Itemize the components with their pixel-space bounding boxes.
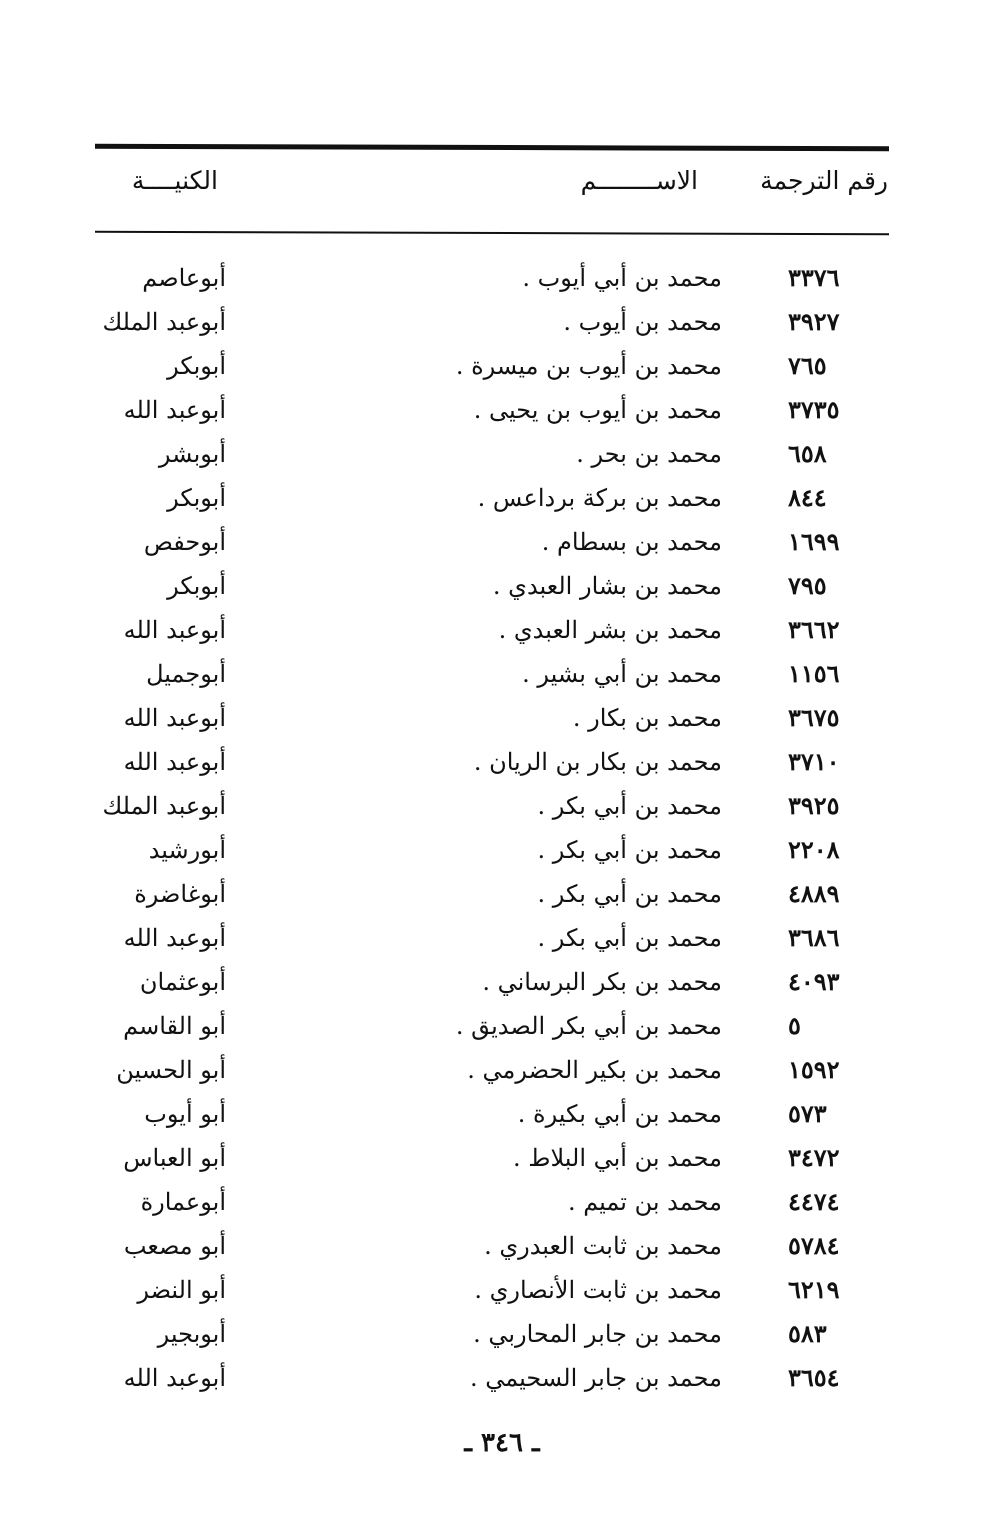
table-row <box>0 1314 1004 1358</box>
table-row <box>0 1050 1004 1094</box>
entry-name: محمد بن أبي أيوب . <box>522 264 722 292</box>
entry-number: ٣٤٧٢ <box>788 1143 840 1172</box>
entry-name: محمد بن بكار . <box>572 704 722 732</box>
entry-kunya: أبو القاسم <box>123 1012 226 1040</box>
entry-number: ٦٢١٩ <box>788 1275 840 1304</box>
entry-kunya: أبوحفص <box>143 528 226 556</box>
table-row <box>0 962 1004 1006</box>
entry-number: ٥ <box>788 1011 801 1040</box>
entry-kunya: أبوعبد الله <box>123 616 226 644</box>
table-row <box>0 874 1004 918</box>
entry-kunya: أبوبكر <box>167 484 226 512</box>
entry-kunya: أبوعبد الله <box>123 396 226 424</box>
entry-number: ٣٦٥٤ <box>788 1363 840 1392</box>
entry-number: ٦٥٨ <box>788 439 827 468</box>
entry-kunya: أبوعمارة <box>140 1188 226 1216</box>
table-row <box>0 830 1004 874</box>
table-row <box>0 786 1004 830</box>
entry-kunya: أبو الحسين <box>116 1056 226 1084</box>
entry-kunya: أبوعبد الله <box>123 1364 226 1392</box>
entry-kunya: أبو أيوب <box>144 1100 226 1128</box>
entry-name: محمد بن أبي بكر . <box>537 792 722 820</box>
entry-number: ٤٤٧٤ <box>788 1187 840 1216</box>
header-name: الاســــــــم <box>580 166 698 195</box>
table-row <box>0 610 1004 654</box>
page-number: ـ ٣٤٦ ـ <box>464 1428 540 1458</box>
entry-name: محمد بن أبي بكر . <box>537 880 722 908</box>
entry-kunya: أبوبجير <box>157 1320 226 1348</box>
entry-number: ٣٧٣٥ <box>788 395 840 424</box>
entry-name: محمد بن جابر السحيمي . <box>470 1364 722 1392</box>
entry-kunya: أبو العباس <box>123 1144 226 1172</box>
entry-kunya: أبو النضر <box>137 1276 226 1304</box>
table-row <box>0 1270 1004 1314</box>
entry-name: محمد بن ثابت العبدري . <box>484 1232 722 1260</box>
entry-name: محمد بن بكير الحضرمي . <box>467 1056 722 1084</box>
table-row <box>0 258 1004 302</box>
table-row <box>0 566 1004 610</box>
entry-name: محمد بن أيوب . <box>563 308 722 336</box>
table-row <box>0 390 1004 434</box>
table-row <box>0 1182 1004 1226</box>
entry-kunya: أبوعبد الملك <box>102 792 226 820</box>
entry-number: ٤٠٩٣ <box>788 967 840 996</box>
entry-name: محمد بن أيوب بن ميسرة . <box>455 352 722 380</box>
entry-kunya: أبو مصعب <box>123 1232 226 1260</box>
table-row <box>0 1226 1004 1270</box>
table-row <box>0 1358 1004 1402</box>
entry-name: محمد بن جابر المحاربي . <box>473 1320 722 1348</box>
entry-number: ٨٤٤ <box>788 483 827 512</box>
entry-number: ٥٧٣ <box>788 1099 827 1128</box>
entry-number: ٣٣٧٦ <box>788 263 840 292</box>
entry-name: محمد بن بكر البرساني . <box>482 968 722 996</box>
table-row <box>0 302 1004 346</box>
entry-name: محمد بن أبي بكيرة . <box>517 1100 722 1128</box>
table-row <box>0 522 1004 566</box>
entry-number: ١١٥٦ <box>788 659 840 688</box>
entry-kunya: أبوعاصم <box>142 264 226 292</box>
table-row <box>0 742 1004 786</box>
entry-kunya: أبوبكر <box>167 572 226 600</box>
entry-kunya: أبوعبد الله <box>123 748 226 776</box>
entry-number: ١٦٩٩ <box>788 527 840 556</box>
entry-name: محمد بن أبي بكر . <box>537 836 722 864</box>
entry-name: محمد بن أبي بشير . <box>522 660 722 688</box>
table-row <box>0 1138 1004 1182</box>
entry-kunya: أبوبكر <box>167 352 226 380</box>
entry-number: ٤٨٨٩ <box>788 879 840 908</box>
entry-name: محمد بن أبي بكر . <box>537 924 722 952</box>
table-row <box>0 478 1004 522</box>
entry-name: محمد بن بشر العبدي . <box>498 616 722 644</box>
top-rule <box>95 144 889 151</box>
entry-name: محمد بن أيوب بن يحيى . <box>473 396 722 424</box>
entry-number: ٣٦٦٢ <box>788 615 840 644</box>
entry-number: ٧٦٥ <box>788 351 827 380</box>
header-number: رقم الترجمة <box>760 166 888 195</box>
entry-name: محمد بن بشار العبدي . <box>492 572 722 600</box>
table-row <box>0 434 1004 478</box>
entry-number: ١٥٩٢ <box>788 1055 840 1084</box>
header-rule <box>95 231 889 235</box>
entry-name: محمد بن أبي بكر الصديق . <box>455 1012 722 1040</box>
entry-name: محمد بن أبي البلاط . <box>512 1144 722 1172</box>
entry-name: محمد بن بركة برداعس . <box>477 484 722 512</box>
table-row <box>0 654 1004 698</box>
entry-number: ٥٧٨٤ <box>788 1231 840 1260</box>
entry-kunya: أبوعبد الله <box>123 924 226 952</box>
table-row <box>0 1006 1004 1050</box>
table-row <box>0 346 1004 390</box>
entry-name: محمد بن بكار بن الريان . <box>473 748 722 776</box>
entry-kunya: أبوبشر <box>158 440 226 468</box>
entry-kunya: أبوجميل <box>146 660 226 688</box>
entry-name: محمد بن ثابت الأنصاري . <box>474 1276 722 1304</box>
entries-table <box>0 258 1004 1402</box>
entry-number: ٣٧١٠ <box>788 747 840 776</box>
entry-number: ٥٨٣ <box>788 1319 827 1348</box>
table-row <box>0 698 1004 742</box>
table-row <box>0 1094 1004 1138</box>
entry-number: ٢٢٠٨ <box>788 835 840 864</box>
entry-kunya: أبوغاضرة <box>134 880 226 908</box>
entry-kunya: أبورشيد <box>148 836 226 864</box>
entry-number: ٣٦٨٦ <box>788 923 840 952</box>
entry-kunya: أبوعبد الله <box>123 704 226 732</box>
entry-kunya: أبوعبد الملك <box>102 308 226 336</box>
entry-name: محمد بن بسطام . <box>541 528 722 556</box>
entry-name: محمد بن بحر . <box>576 440 722 468</box>
entry-number: ٣٦٧٥ <box>788 703 840 732</box>
entry-number: ٧٩٥ <box>788 571 827 600</box>
header-kunya: الكنيــــة <box>131 166 218 195</box>
table-row <box>0 918 1004 962</box>
entry-kunya: أبوعثمان <box>139 968 226 996</box>
entry-number: ٣٩٢٧ <box>788 307 840 336</box>
entry-number: ٣٩٢٥ <box>788 791 840 820</box>
entry-name: محمد بن تميم . <box>567 1188 722 1216</box>
